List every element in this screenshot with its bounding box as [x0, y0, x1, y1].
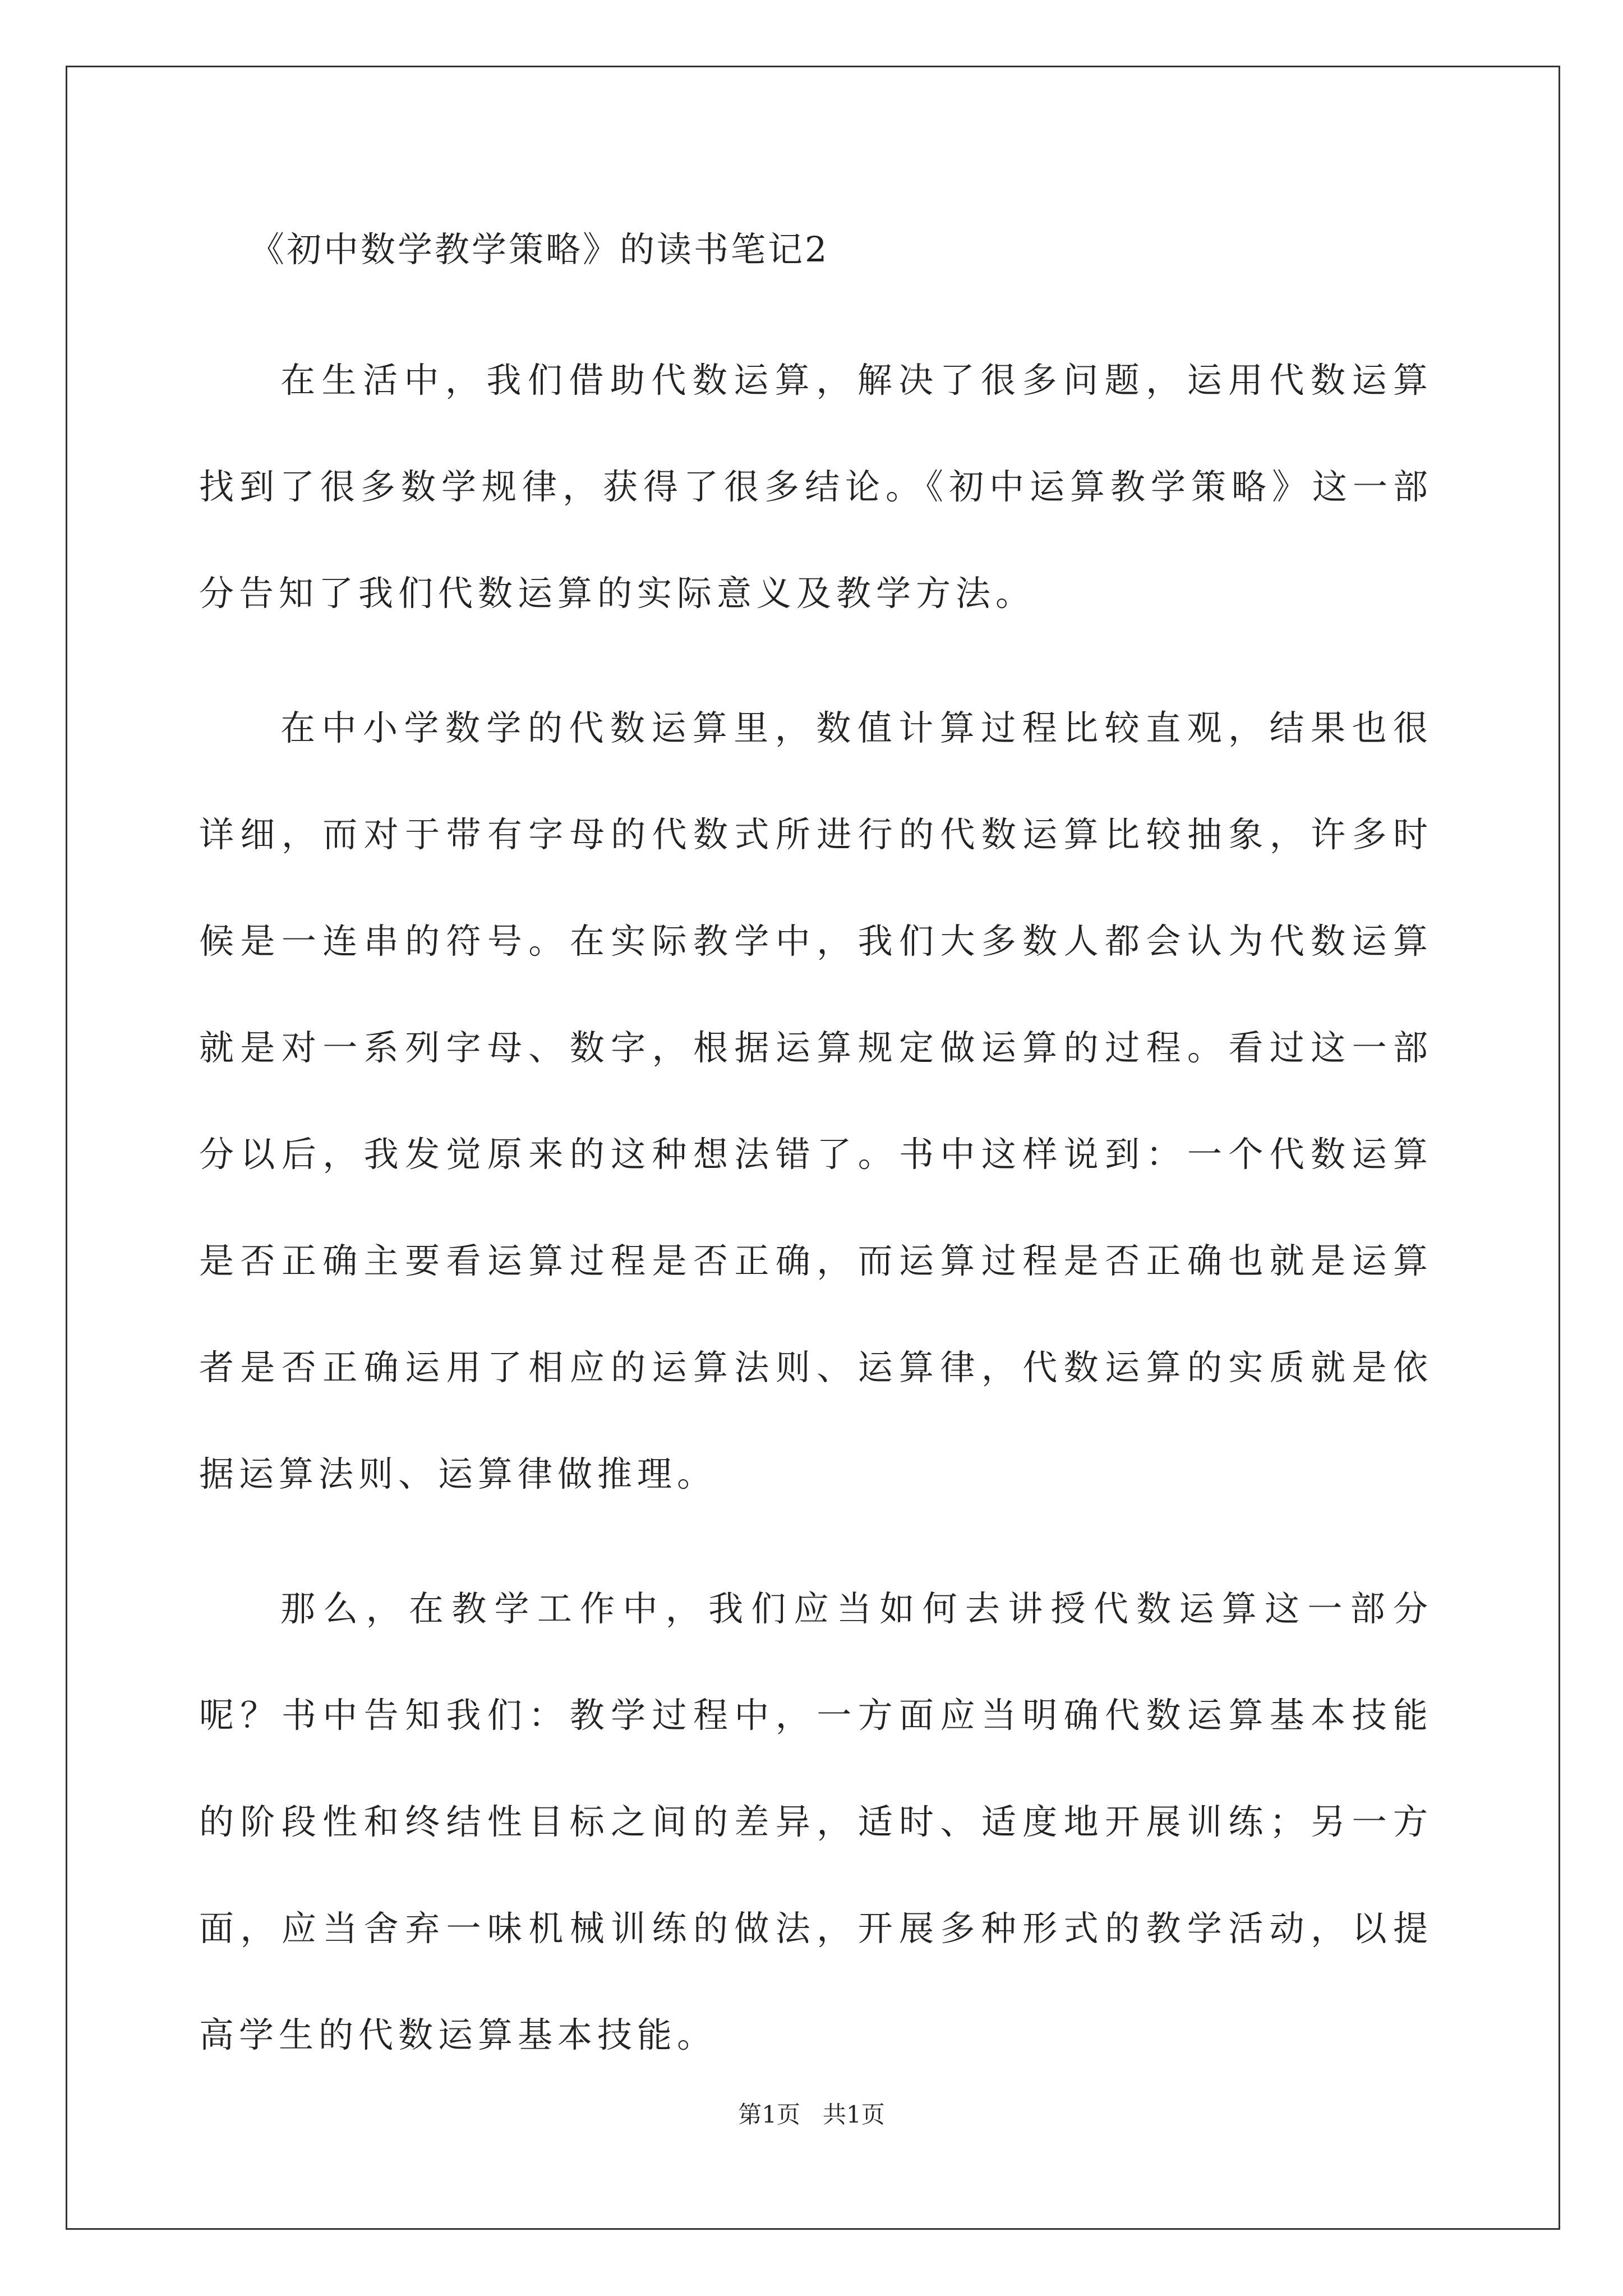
paragraph-2: 在中小学数学的代数运算里，数值计算过程比较直观，结果也很详细，而对于带有字母的代数式所进行的代数运算比较抽象，许多时候是一连串的符号。在实际教学中，我们大多数人都会认为代数运算就是对一系列字母、数字，根据运算规定做运算的过程。看过这一部分以后，我发觉原来的这种想法错了。书中这样说到：一个代数运算是否正确主要看运算过程是否正确，而运算过程是否正确也就是运算者是否正确运用了相应的运算法则、运算律，代数运算的实质就是依据运算法则、运算律做推理。: [199, 707, 1433, 1494]
page-number-label: 第1页 共1页: [738, 2101, 885, 2128]
paragraph-3: 那么，在教学工作中，我们应当如何去讲授代数运算这一部分呢？书中告知我们：教学过程中，一方面应当明确代数运算基本技能的阶段性和终结性目标之间的差异，适时、适度地开展训练；另一方面，应当舍弃一味机械训练的做法，开展多种形式的教学活动，以提高学生的代数运算基本技能。: [199, 1588, 1433, 2055]
document-title: 《初中数学教学策略》的读书笔记2: [250, 229, 829, 270]
paragraph-1: 在生活中，我们借助代数运算，解决了很多问题，运用代数运算找到了很多数学规律，获得了很多结论。《初中运算教学策略》这一部分告知了我们代数运算的实际意义及教学方法。: [199, 360, 1433, 614]
page-footer: [0, 2098, 1623, 2132]
document-body: [199, 222, 1433, 2116]
